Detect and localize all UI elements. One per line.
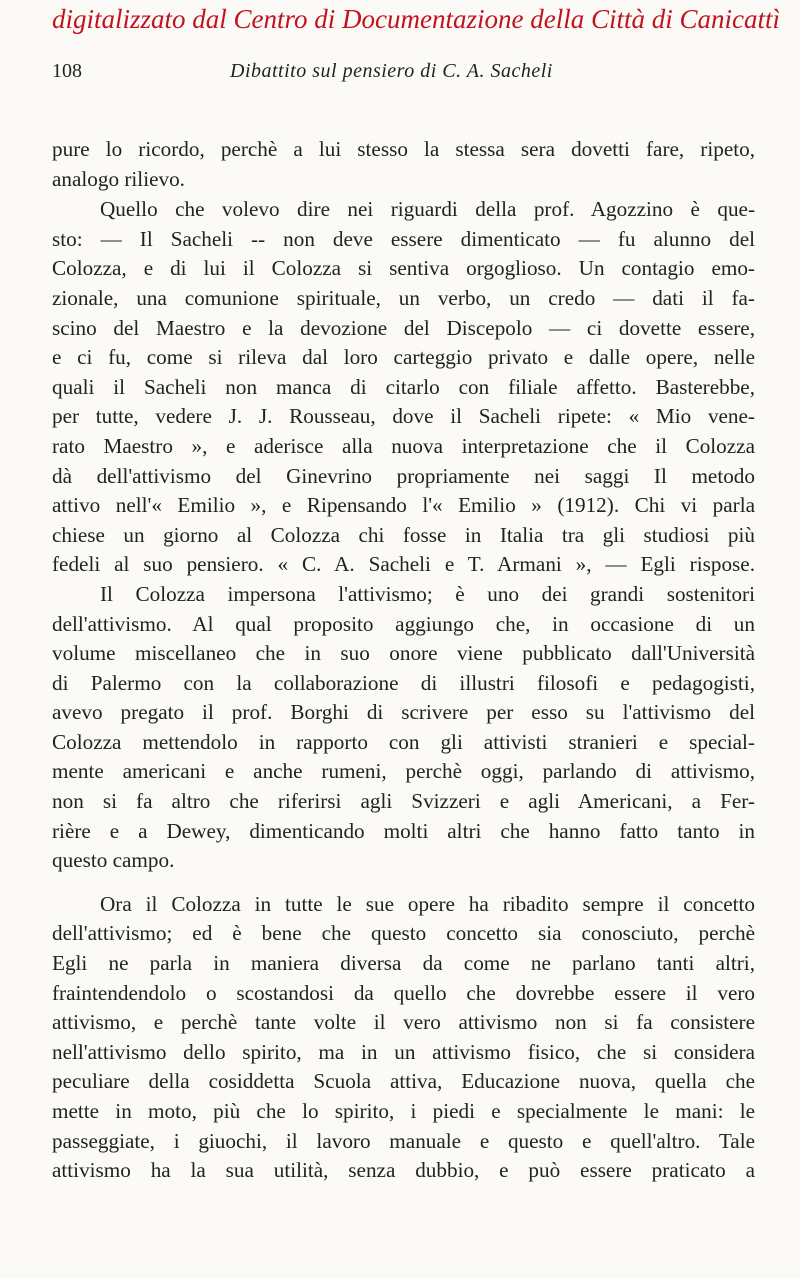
text-line: avevo pregato il prof. Borghi di scrivere per esso su l'attivismo del bbox=[52, 700, 755, 725]
text-line: quali il Sacheli non manca di citarlo con filiale affetto. Basterebbe, bbox=[52, 374, 755, 399]
running-head bbox=[52, 60, 752, 90]
text-line: sto: — Il Sacheli -- non deve essere dimenticato — fu alunno del bbox=[52, 226, 755, 251]
text-line: per tutte, vedere J. J. Rousseau, dove il Sacheli ripete: « Mio vene- bbox=[52, 404, 755, 429]
text-line: questo campo. bbox=[52, 848, 175, 873]
text-line: volume miscellaneo che in suo onore viene pubblicato dall'Università bbox=[52, 641, 755, 666]
text-line: peculiare della cosiddetta Scuola attiva, Educazione nuova, quella che bbox=[52, 1069, 755, 1094]
text-line: Quello che volevo dire nei riguardi della prof. Agozzino è que- bbox=[100, 197, 755, 222]
text-line: di Palermo con la collaborazione di illustri filosofi e pedagogisti, bbox=[52, 670, 755, 695]
text-line: attivismo, e perchè tante volte il vero attivismo non si fa consistere bbox=[52, 1010, 755, 1035]
text-line: dell'attivismo; ed è bene che questo concetto sia conosciuto, perchè bbox=[52, 921, 755, 946]
watermark: digitalizzato dal Centro di Documentazione della Città di Canicattì bbox=[52, 4, 780, 34]
text-line: non si fa altro che riferirsi agli Svizzeri e agli Americani, a Fer- bbox=[52, 789, 755, 814]
text-line: mente americani e anche rumeni, perchè oggi, parlando di attivismo, bbox=[52, 759, 755, 784]
text-line: rato Maestro », e aderisce alla nuova interpretazione che il Colozza bbox=[52, 433, 755, 458]
text-line: zionale, una comunione spirituale, un verbo, un credo — dati il fa- bbox=[52, 285, 755, 310]
text-line: analogo rilievo. bbox=[52, 166, 185, 191]
text-line: Egli ne parla in maniera diversa da come ne parlano tanti altri, bbox=[52, 951, 755, 976]
text-line: Colozza, e di lui il Colozza si sentiva orgoglioso. Un contagio emo- bbox=[52, 256, 755, 281]
text-line: dà dell'attivismo del Ginevrino propriamente nei saggi Il metodo bbox=[52, 463, 755, 488]
paragraph-3 bbox=[52, 580, 755, 876]
text-line: Il Colozza impersona l'attivismo; è uno dei grandi sostenitori bbox=[100, 581, 755, 606]
body-text bbox=[52, 135, 755, 1186]
text-line: fraintendendolo o scostandosi da quello che dovrebbe essere il vero bbox=[52, 980, 755, 1005]
text-line: mette in moto, più che lo spirito, i piedi e specialmente le mani: le bbox=[52, 1099, 755, 1123]
text-line: pure lo ricordo, perchè a lui stesso la stessa sera dovetti fare, ripeto, bbox=[52, 137, 755, 161]
text-line: Ora il Colozza in tutte le sue opere ha ribadito sempre il concetto bbox=[100, 891, 755, 916]
text-line: chiese un giorno al Colozza chi fosse in Italia tra gli studiosi più bbox=[52, 522, 755, 547]
paragraph-2 bbox=[52, 195, 755, 580]
text-line: attivismo ha la sua utilità, senza dubbio, e può essere praticato a bbox=[52, 1158, 755, 1183]
text-line: passeggiate, i giuochi, il lavoro manuale e questo e quell'altro. Tale bbox=[52, 1128, 755, 1153]
text-line: fedeli al suo pensiero. « C. A. Sacheli e T. Armani », — Egli rispose. bbox=[52, 552, 755, 577]
page-number: 108 bbox=[52, 60, 82, 82]
paragraph-1 bbox=[52, 135, 755, 194]
text-line: e ci fu, come si rileva dal loro carteggio privato e dalle opere, nelle bbox=[52, 345, 755, 370]
text-line: dell'attivismo. Al qual proposito aggiungo che, in occasione di un bbox=[52, 611, 755, 636]
running-title: Dibattito sul pensiero di C. A. Sacheli bbox=[230, 60, 553, 82]
text-line: scino del Maestro e la devozione del Discepolo — ci dovette essere, bbox=[52, 315, 755, 340]
text-line: attivo nell'« Emilio », e Ripensando l'« Emilio » (1912). Chi vi parla bbox=[52, 493, 755, 518]
text-line: Colozza mettendolo in rapporto con gli attivisti stranieri e special- bbox=[52, 729, 755, 754]
text-line: rière e a Dewey, dimenticando molti altri che hanno fatto tanto in bbox=[52, 818, 755, 843]
paragraph-4 bbox=[52, 890, 755, 1186]
text-line: nell'attivismo dello spirito, ma in un attivismo fisico, che si considera bbox=[52, 1039, 755, 1064]
